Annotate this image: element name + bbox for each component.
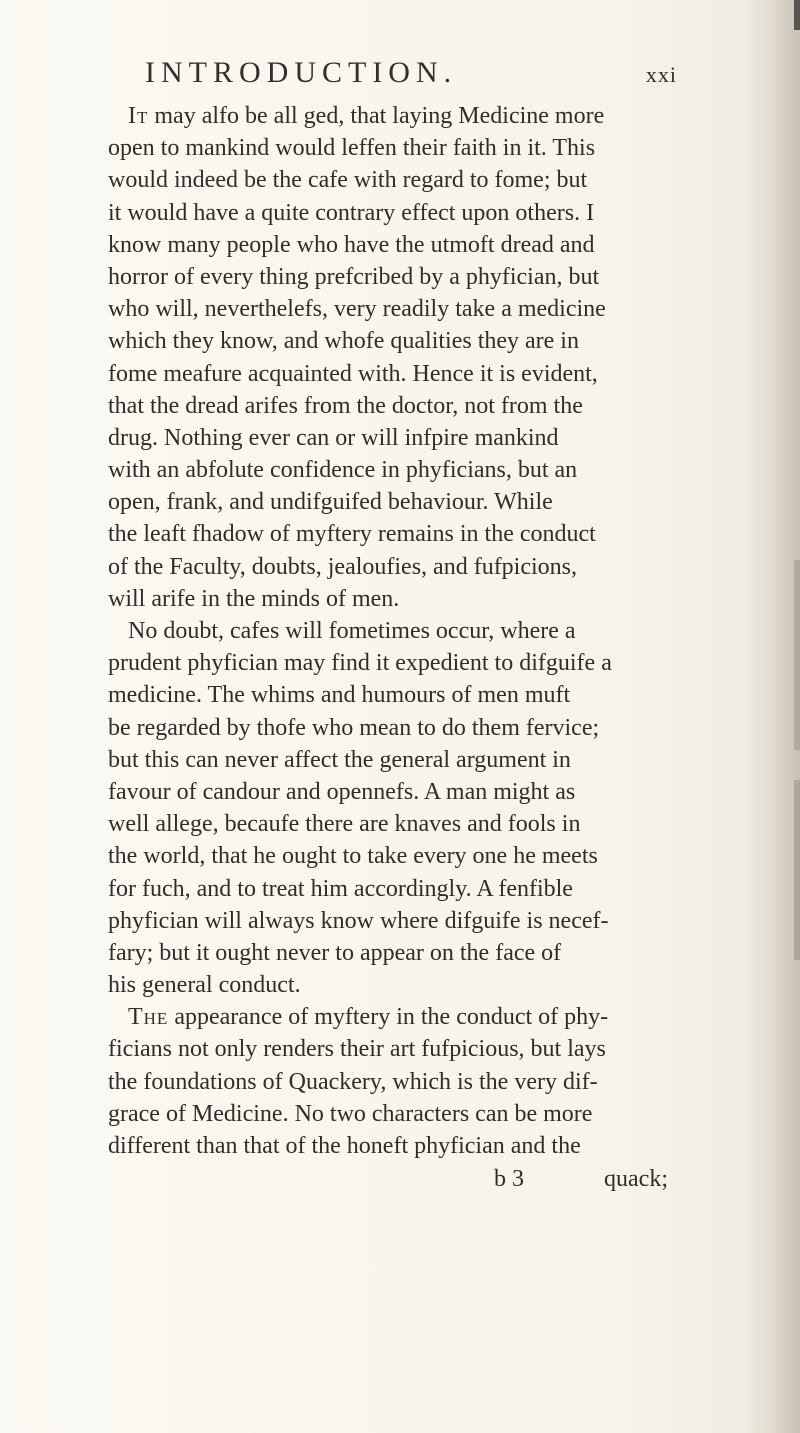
text-line: prudent phyfician may find it expedient to difguife a [108, 650, 612, 677]
paragraph [108, 1001, 668, 1162]
text-line: open, frank, and undifguifed behaviour. While [108, 489, 553, 516]
text-line: drug. Nothing ever can or will infpire mankind [108, 424, 559, 451]
text-line: will arife in the minds of men. [108, 585, 400, 612]
signature-mark: b 3 [494, 1166, 524, 1192]
text-line: well allege, becaufe there are knaves and fools in [108, 811, 581, 838]
text-line: different than that of the honeft phyfician and the [108, 1133, 581, 1159]
scan-edge-mark [794, 560, 800, 750]
text-line: of the Faculty, doubts, jealoufies, and fufpicions, [108, 553, 578, 580]
line-text: appearance of myftery in the conduct of phy- [168, 1004, 609, 1031]
text-line: that the dread arifes from the doctor, not from the [108, 392, 583, 419]
text-line: the foundations of Quackery, which is the very dif- [108, 1068, 598, 1095]
text-line: the leaft fhadow of myftery remains in the conduct [108, 521, 596, 548]
paragraph-lead: The [128, 1004, 169, 1031]
text-line: horror of every thing prefcribed by a phyfician, but [108, 263, 600, 290]
text-line: grace of Medicine. No two characters can be more [108, 1100, 593, 1127]
paragraph-lead: It [128, 103, 149, 129]
text-line: know many people who have the utmoft dread and [108, 231, 595, 258]
page-header [145, 58, 677, 102]
text-line: fary; but it ought never to appear on the face of [108, 939, 562, 966]
catchword: quack; [604, 1166, 668, 1192]
text-line: open to mankind would leffen their faith in it. This [108, 135, 596, 162]
text-line: the world, that he ought to take every one he meets [108, 843, 598, 870]
text-line: who will, neverthelefs, very readily take a medicine [108, 296, 606, 323]
text-line: No doubt, cafes will fometimes occur, where a [128, 618, 576, 644]
text-line: his general conduct. [108, 972, 301, 999]
page-footer [108, 1166, 668, 1200]
body-text [108, 100, 668, 1162]
text-line: with an abfolute confidence in phyficians, but an [108, 457, 578, 484]
text-line: which they know, and whofe qualities they are in [108, 328, 579, 355]
text-line: favour of candour and opennefs. A man might as [108, 778, 576, 805]
running-head: INTRODUCTION. [145, 56, 458, 89]
page-number: xxi [645, 62, 677, 87]
text-line [108, 100, 668, 132]
text-line: phyfician will always know where difguife is necef- [108, 907, 609, 934]
line-text: may alfo be all ged, that laying Medicine more [148, 103, 605, 129]
scan-edge-mark [794, 780, 800, 960]
text-line: would indeed be the cafe with regard to fome; but [108, 167, 588, 194]
text-line: it would have a quite contrary effect upon others. I [108, 199, 595, 226]
paragraph [108, 100, 668, 615]
text-line: fome meafure acquainted with. Hence it is evident, [108, 360, 598, 387]
text-line: medicine. The whims and humours of men muft [108, 682, 571, 709]
text-line: ficians not only renders their art fufpicious, but lays [108, 1036, 606, 1063]
text-line: but this can never affect the general argument in [108, 746, 571, 773]
scan-edge-mark [794, 0, 800, 30]
page-edge-shadow [742, 0, 800, 1433]
text-line [108, 1001, 668, 1033]
text-line: be regarded by thofe who mean to do them fervice; [108, 714, 600, 741]
text-line: for fuch, and to treat him accordingly. A fenfible [108, 875, 573, 902]
paragraph [108, 615, 668, 1001]
